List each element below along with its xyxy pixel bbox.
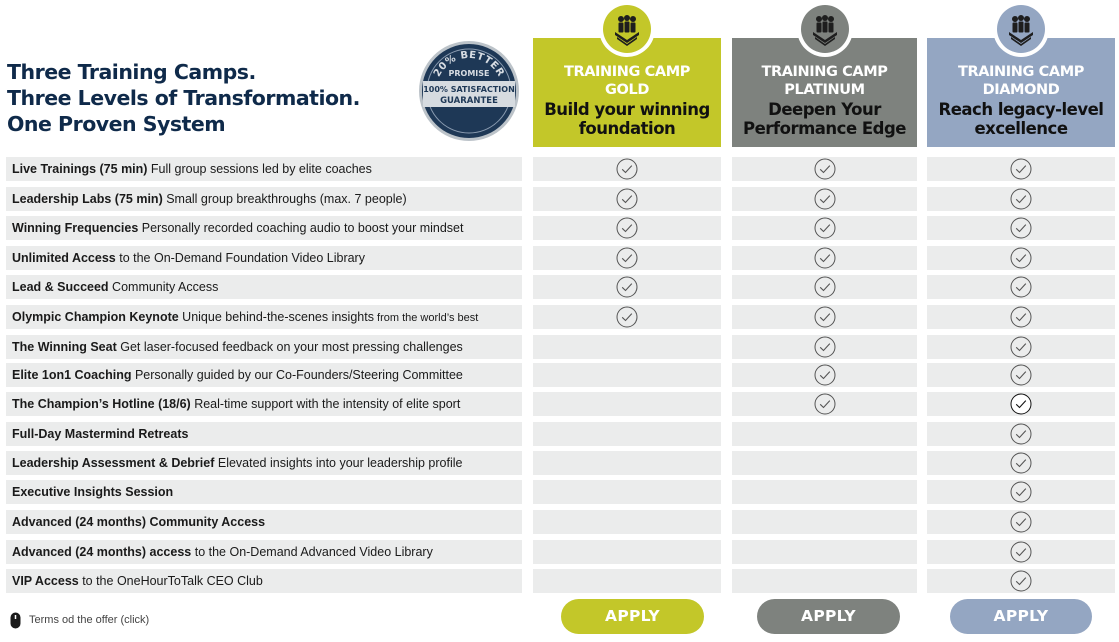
badge-line-2: GUARANTEE bbox=[440, 96, 498, 106]
cell-gold bbox=[533, 422, 721, 446]
team-emblem-icon bbox=[610, 12, 644, 46]
team-emblem-icon bbox=[808, 12, 842, 46]
tier-gold-tagline-2: foundation bbox=[578, 119, 676, 138]
table-row bbox=[0, 187, 1119, 211]
check-icon bbox=[1010, 452, 1032, 474]
tier-platinum-tagline-2: Performance Edge bbox=[743, 119, 906, 138]
tier-diamond-header bbox=[927, 0, 1115, 148]
feature-name: Leadership Assessment & Debrief bbox=[12, 456, 215, 470]
check-icon bbox=[814, 393, 836, 415]
cell-platinum bbox=[732, 275, 917, 299]
check-icon bbox=[1010, 158, 1032, 180]
feature-name: Advanced (24 months) access bbox=[12, 545, 192, 559]
check-icon bbox=[616, 276, 638, 298]
cell-diamond bbox=[927, 480, 1115, 504]
table-row bbox=[0, 392, 1119, 416]
check-icon bbox=[814, 188, 836, 210]
team-emblem-icon bbox=[1004, 12, 1038, 46]
feature-description: Elevated insights into your leadership profile bbox=[214, 456, 463, 470]
badge-top-text: 20% BETTER bbox=[431, 49, 507, 79]
feature-description: Get laser-focused feedback on your most pressing challenges bbox=[116, 340, 463, 354]
check-icon bbox=[814, 158, 836, 180]
terms-label[interactable]: Terms od the offer (click) bbox=[29, 614, 150, 626]
headline bbox=[7, 59, 407, 137]
feature-description: to the OneHourToTalk CEO Club bbox=[78, 574, 263, 588]
headline-line-1: Three Training Camps. bbox=[7, 60, 256, 84]
tier-diamond-name: TRAINING CAMP bbox=[957, 64, 1084, 80]
cell-diamond bbox=[927, 540, 1115, 564]
badge-line-1: 100% SATISFACTION bbox=[423, 85, 515, 94]
badge-promise: PROMISE bbox=[448, 69, 490, 78]
feature-name: Full-Day Mastermind Retreats bbox=[12, 427, 189, 441]
feature-name: The Champion’s Hotline (18/6) bbox=[12, 397, 191, 411]
apply-platinum-button[interactable]: APPLY bbox=[757, 599, 900, 634]
cell-diamond bbox=[927, 305, 1115, 329]
feature-name: Advanced (24 months) Community Access bbox=[12, 515, 266, 529]
cell-platinum bbox=[732, 157, 917, 181]
table-row bbox=[0, 305, 1119, 329]
check-icon bbox=[1010, 511, 1032, 533]
feature-description: Small group breakthroughs (max. 7 people) bbox=[162, 192, 407, 206]
apply-gold-button[interactable]: APPLY bbox=[561, 599, 704, 634]
cell-platinum bbox=[732, 305, 917, 329]
cell-diamond bbox=[927, 335, 1115, 359]
feature-label bbox=[6, 335, 522, 359]
feature-label bbox=[6, 216, 522, 240]
cell-platinum bbox=[732, 363, 917, 387]
table-row bbox=[0, 422, 1119, 446]
cell-platinum bbox=[732, 216, 917, 240]
check-icon bbox=[1010, 393, 1032, 415]
table-row bbox=[0, 510, 1119, 534]
cell-diamond bbox=[927, 216, 1115, 240]
table-row bbox=[0, 246, 1119, 270]
cell-gold bbox=[533, 246, 721, 270]
cell-gold bbox=[533, 363, 721, 387]
cell-gold bbox=[533, 275, 721, 299]
feature-description: Personally recorded coaching audio to boost your mindset bbox=[138, 221, 464, 235]
check-icon bbox=[1010, 336, 1032, 358]
cell-gold bbox=[533, 451, 721, 475]
feature-description: Full group sessions led by elite coaches bbox=[147, 162, 372, 176]
tier-platinum-level: PLATINUM bbox=[784, 82, 865, 98]
check-icon bbox=[814, 217, 836, 239]
cell-diamond bbox=[927, 451, 1115, 475]
cell-platinum bbox=[732, 451, 917, 475]
tier-diamond-level: DIAMOND bbox=[982, 82, 1060, 98]
cell-platinum bbox=[732, 569, 917, 593]
check-icon bbox=[616, 188, 638, 210]
feature-description: Community Access bbox=[108, 280, 219, 294]
cell-platinum bbox=[732, 246, 917, 270]
check-icon bbox=[1010, 276, 1032, 298]
cell-diamond bbox=[927, 275, 1115, 299]
tier-diamond-tagline-2: excellence bbox=[974, 119, 1068, 138]
check-icon bbox=[1010, 423, 1032, 445]
check-icon bbox=[1010, 247, 1032, 269]
tier-platinum-header bbox=[732, 0, 917, 148]
mouse-icon bbox=[10, 612, 21, 629]
tier-platinum-tagline-1: Deepen Your bbox=[768, 100, 881, 119]
feature-name: Lead & Succeed bbox=[12, 280, 109, 294]
cell-diamond bbox=[927, 392, 1115, 416]
check-icon bbox=[616, 158, 638, 180]
feature-label bbox=[6, 187, 522, 211]
table-row bbox=[0, 335, 1119, 359]
cell-diamond bbox=[927, 422, 1115, 446]
cell-diamond bbox=[927, 363, 1115, 387]
cell-platinum bbox=[732, 540, 917, 564]
table-row bbox=[0, 216, 1119, 240]
cell-diamond bbox=[927, 569, 1115, 593]
table-row bbox=[0, 480, 1119, 504]
table-row bbox=[0, 363, 1119, 387]
cell-gold bbox=[533, 392, 721, 416]
check-icon bbox=[814, 306, 836, 328]
cell-platinum bbox=[732, 510, 917, 534]
check-icon bbox=[616, 217, 638, 239]
feature-description: to the On-Demand Foundation Video Library bbox=[115, 251, 365, 265]
cell-gold bbox=[533, 187, 721, 211]
feature-label bbox=[6, 540, 522, 564]
feature-name: Leadership Labs (75 min) bbox=[12, 192, 163, 206]
feature-label bbox=[6, 569, 522, 593]
cell-platinum bbox=[732, 187, 917, 211]
tier-gold-header bbox=[533, 0, 721, 148]
feature-description: Real-time support with the intensity of elite sport bbox=[190, 397, 461, 411]
cell-platinum bbox=[732, 422, 917, 446]
feature-name: Olympic Champion Keynote bbox=[12, 310, 179, 324]
check-icon bbox=[1010, 364, 1032, 386]
cell-gold bbox=[533, 540, 721, 564]
headline-line-3: One Proven System bbox=[7, 112, 226, 136]
guarantee-badge bbox=[418, 40, 520, 142]
tier-platinum-name: TRAINING CAMP bbox=[761, 64, 888, 80]
feature-label bbox=[6, 246, 522, 270]
feature-label bbox=[6, 275, 522, 299]
cell-diamond bbox=[927, 187, 1115, 211]
cell-platinum bbox=[732, 480, 917, 504]
feature-label bbox=[6, 510, 522, 534]
cell-platinum bbox=[732, 392, 917, 416]
cell-gold bbox=[533, 480, 721, 504]
tier-gold-logo bbox=[599, 1, 655, 57]
feature-label bbox=[6, 451, 522, 475]
tier-gold-name: TRAINING CAMP bbox=[563, 64, 690, 80]
check-icon bbox=[1010, 217, 1032, 239]
tier-platinum-logo bbox=[797, 1, 853, 57]
feature-name: Unlimited Access bbox=[12, 251, 116, 265]
cell-gold bbox=[533, 305, 721, 329]
feature-label bbox=[6, 363, 522, 387]
feature-name: Winning Frequencies bbox=[12, 221, 139, 235]
check-icon bbox=[814, 336, 836, 358]
feature-label bbox=[6, 480, 522, 504]
cell-gold bbox=[533, 335, 721, 359]
table-row bbox=[0, 275, 1119, 299]
cell-gold bbox=[533, 510, 721, 534]
table-row bbox=[0, 540, 1119, 564]
feature-description: Unique behind-the-scenes insights bbox=[178, 310, 374, 324]
check-icon bbox=[814, 276, 836, 298]
table-row bbox=[0, 157, 1119, 181]
cell-diamond bbox=[927, 157, 1115, 181]
feature-name: The Winning Seat bbox=[12, 340, 117, 354]
cell-gold bbox=[533, 216, 721, 240]
tier-gold-tagline-1: Build your winning bbox=[544, 100, 710, 119]
cell-gold bbox=[533, 569, 721, 593]
feature-name: VIP Access bbox=[12, 574, 79, 588]
check-icon bbox=[814, 364, 836, 386]
tier-diamond-logo bbox=[993, 1, 1049, 57]
check-icon bbox=[1010, 541, 1032, 563]
terms-link[interactable] bbox=[10, 611, 149, 629]
tier-gold-level: GOLD bbox=[605, 82, 649, 98]
feature-description: Personally guided by our Co-Founders/Steering Committee bbox=[131, 368, 463, 382]
headline-line-2: Three Levels of Transformation. bbox=[7, 86, 360, 110]
check-icon bbox=[1010, 306, 1032, 328]
feature-label bbox=[6, 305, 522, 329]
cell-platinum bbox=[732, 335, 917, 359]
cell-diamond bbox=[927, 510, 1115, 534]
check-icon bbox=[616, 306, 638, 328]
check-icon bbox=[616, 247, 638, 269]
check-icon bbox=[814, 247, 836, 269]
feature-description: to the On-Demand Advanced Video Library bbox=[191, 545, 433, 559]
check-icon bbox=[1010, 188, 1032, 210]
cell-gold bbox=[533, 157, 721, 181]
feature-label bbox=[6, 422, 522, 446]
feature-name: Elite 1on1 Coaching bbox=[12, 368, 132, 382]
check-icon bbox=[1010, 570, 1032, 592]
table-row bbox=[0, 569, 1119, 593]
apply-diamond-button[interactable]: APPLY bbox=[950, 599, 1092, 634]
feature-description-extra: from the world’s best bbox=[373, 312, 479, 324]
feature-name: Live Trainings (75 min) bbox=[12, 162, 148, 176]
tier-diamond-tagline-1: Reach legacy-level bbox=[938, 100, 1104, 119]
check-icon bbox=[1010, 481, 1032, 503]
feature-label bbox=[6, 157, 522, 181]
feature-label bbox=[6, 392, 522, 416]
table-row bbox=[0, 451, 1119, 475]
feature-name: Executive Insights Session bbox=[12, 485, 174, 499]
cell-diamond bbox=[927, 246, 1115, 270]
